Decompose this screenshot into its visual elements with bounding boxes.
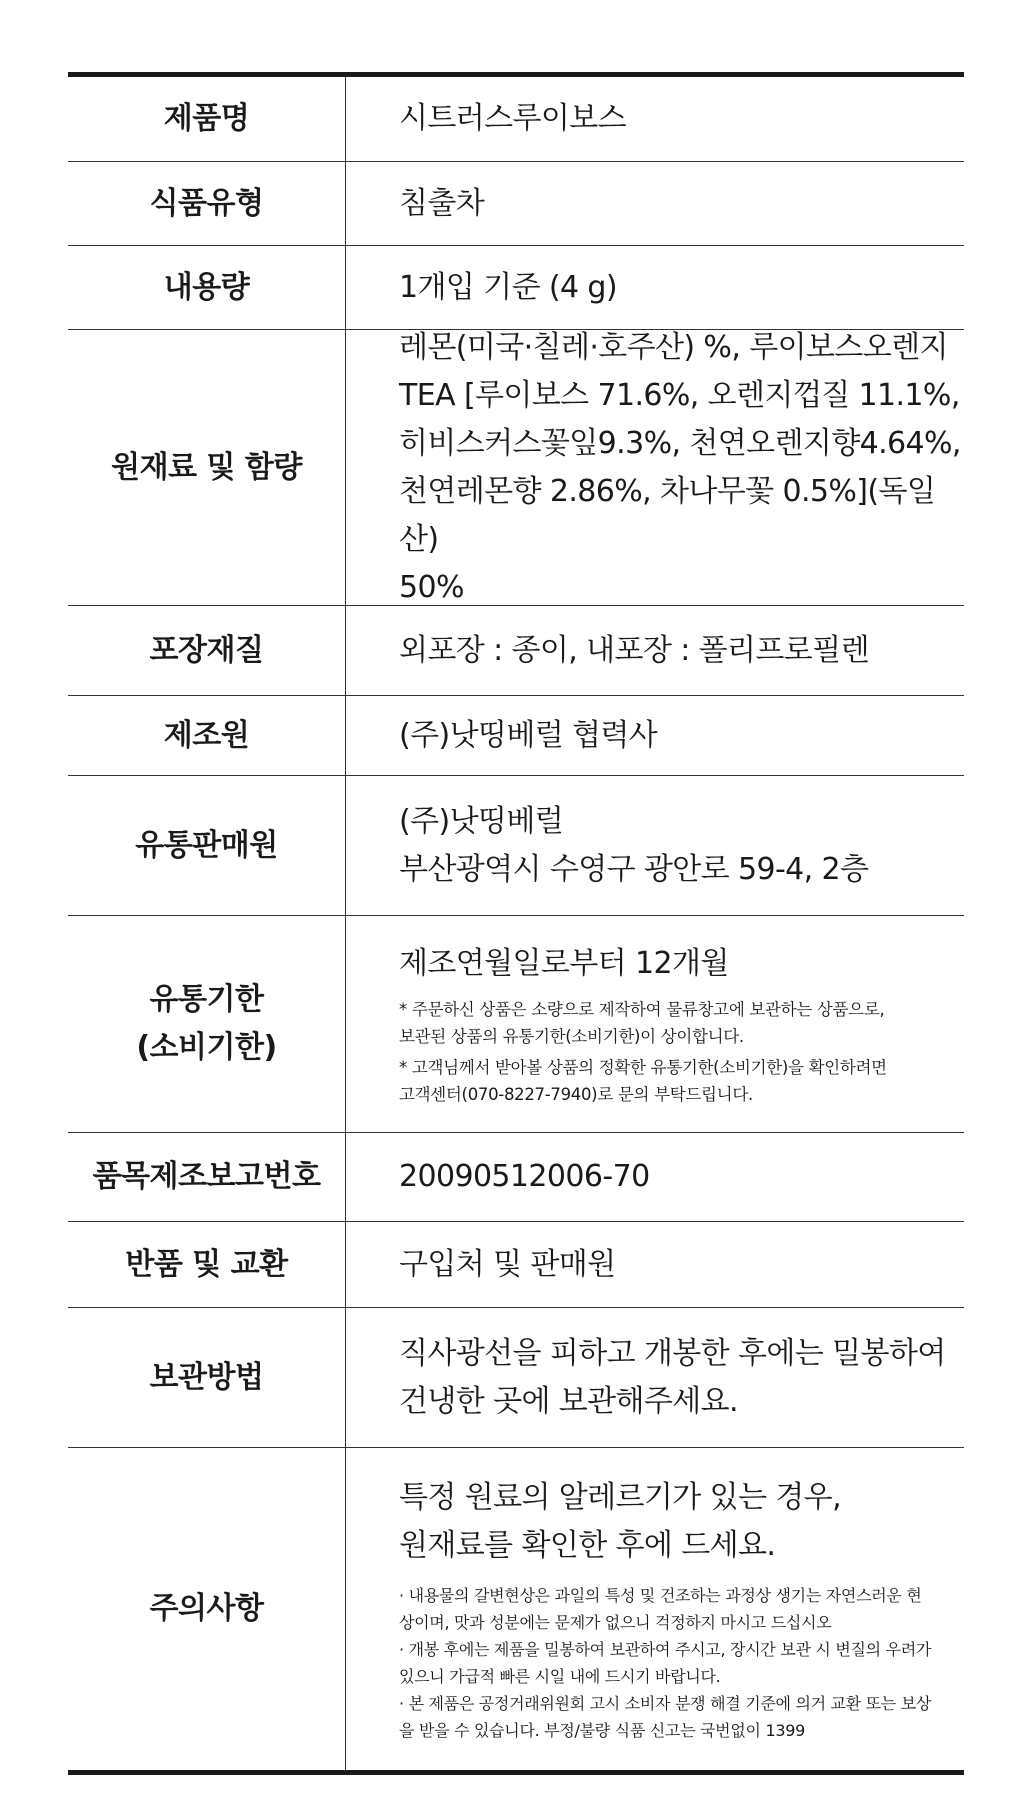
label-text: 품목제조보고번호 — [92, 1159, 321, 1194]
label-text: 식품유형 — [149, 185, 264, 221]
row-label — [68, 916, 346, 1132]
row-label — [68, 77, 346, 161]
row-storage — [68, 1308, 964, 1448]
note-line: · 본 제품은 공정거래위원회 고시 소비자 분쟁 해결 기준에 의거 교환 또는 보상 — [399, 1694, 932, 1713]
row-value — [346, 1133, 964, 1221]
row-label — [68, 162, 346, 245]
row-value — [346, 1448, 964, 1770]
row-value — [346, 1222, 964, 1307]
value-line: 1개입 기준 (4 g) — [399, 269, 617, 305]
row-value — [346, 606, 964, 695]
row-value — [346, 246, 964, 329]
table-bottom-rule — [68, 1770, 964, 1775]
value-line: 부산광역시 수영구 광안로 59-4, 2층 — [399, 851, 869, 887]
note-line: * 주문하신 상품은 소량으로 제작하여 물류창고에 보관하는 상품으로, — [399, 1000, 885, 1019]
row-return-exchange — [68, 1222, 964, 1308]
value-line: 시트러스루이보스 — [399, 101, 627, 136]
note-line: · 내용물의 갈변현상은 과일의 특성 및 건조하는 과정상 생기는 자연스러운 현 — [399, 1586, 922, 1605]
value-line: TEA [루이보스 71.6%, 오렌지껍질 11.1%, — [399, 377, 960, 413]
label-text: 유통기한 — [149, 982, 264, 1017]
row-value — [346, 1308, 964, 1447]
row-food-type — [68, 162, 964, 246]
label-text: 제품명 — [163, 101, 250, 136]
label-text: 반품 및 교환 — [125, 1246, 288, 1282]
note-line: 고객센터(070-8227-7940)로 문의 부탁드립니다. — [399, 1085, 753, 1104]
row-label — [68, 1308, 346, 1447]
row-value — [346, 77, 964, 161]
value-line: 건냉한 곳에 보관해주세요. — [399, 1383, 738, 1419]
note-line: 을 받을 수 있습니다. 부정/불량 식품 신고는 국번없이 1399 — [399, 1721, 805, 1740]
product-info-table — [68, 72, 964, 1775]
row-expiry — [68, 916, 964, 1133]
value-line: 히비스커스꽃잎9.3%, 천연오렌지향4.64%, — [399, 425, 961, 461]
note-line: 보관된 상품의 유통기한(소비기한)이 상이합니다. — [399, 1027, 744, 1046]
label-text: 제조원 — [163, 717, 250, 753]
value-line: 외포장 : 종이, 내포장 : 폴리프로필렌 — [399, 632, 869, 668]
note — [399, 996, 964, 1050]
row-ingredients — [68, 330, 964, 606]
value-line: 20090512006-70 — [399, 1159, 650, 1194]
label-text: 유통판매원 — [135, 827, 278, 863]
row-label — [68, 1448, 346, 1770]
row-manufacturer — [68, 696, 964, 776]
row-value — [346, 916, 964, 1132]
note-line: 있으니 가급적 빠른 시일 내에 드시기 바랍니다. — [399, 1667, 721, 1686]
row-label — [68, 1222, 346, 1307]
value-line: 구입처 및 판매원 — [399, 1246, 616, 1282]
row-net-content — [68, 246, 964, 330]
note — [399, 1690, 964, 1744]
row-label — [68, 330, 346, 605]
note — [399, 1636, 964, 1690]
note-line: 상이며, 맛과 성분에는 문제가 없으니 걱정하지 마시고 드십시오 — [399, 1613, 832, 1632]
row-value — [346, 330, 964, 605]
row-caution — [68, 1448, 964, 1770]
row-label — [68, 246, 346, 329]
row-distributor — [68, 776, 964, 916]
row-label — [68, 776, 346, 915]
label-text: 보관방법 — [149, 1359, 264, 1395]
row-value — [346, 162, 964, 245]
value-line: 원재료를 확인한 후에 드세요. — [399, 1528, 776, 1563]
note-line: * 고객님께서 받아볼 상품의 정확한 유통기한(소비기한)을 확인하려면 — [399, 1058, 887, 1077]
label-text: 원재료 및 함량 — [111, 449, 302, 485]
label-text: 주의사항 — [149, 1591, 264, 1626]
value-line: (주)낫띵베럴 — [399, 803, 564, 839]
row-packaging — [68, 606, 964, 696]
label-text: 내용량 — [163, 269, 250, 305]
row-value — [346, 776, 964, 915]
note-line: · 개봉 후에는 제품을 밀봉하여 보관하여 주시고, 장시간 보관 시 변질의 우려가 — [399, 1640, 932, 1659]
row-value — [346, 696, 964, 775]
value-line: 50% — [399, 569, 464, 605]
value-line: 직사광선을 피하고 개봉한 후에는 밀봉하여 — [399, 1335, 946, 1371]
value-line: 레몬(미국·칠레·호주산) %, 루이보스오렌지 — [399, 329, 948, 365]
row-report-number — [68, 1133, 964, 1222]
row-label — [68, 1133, 346, 1221]
note — [399, 1054, 964, 1108]
value-line: 침출차 — [399, 185, 485, 221]
row-label — [68, 606, 346, 695]
value-line: 천연레몬향 2.86%, 차나무꽃 0.5%](독일산) — [399, 473, 936, 557]
row-product-name — [68, 77, 964, 162]
label-text: 포장재질 — [149, 632, 264, 668]
note — [399, 1582, 964, 1636]
value-line: 특정 원료의 알레르기가 있는 경우, — [399, 1480, 842, 1515]
row-label — [68, 696, 346, 775]
label-text: (소비기한) — [136, 1030, 277, 1065]
caution-notes — [399, 1570, 964, 1744]
value-line: (주)낫띵베럴 협력사 — [399, 717, 658, 753]
value-line: 제조연월일로부터 12개월 — [399, 946, 729, 981]
